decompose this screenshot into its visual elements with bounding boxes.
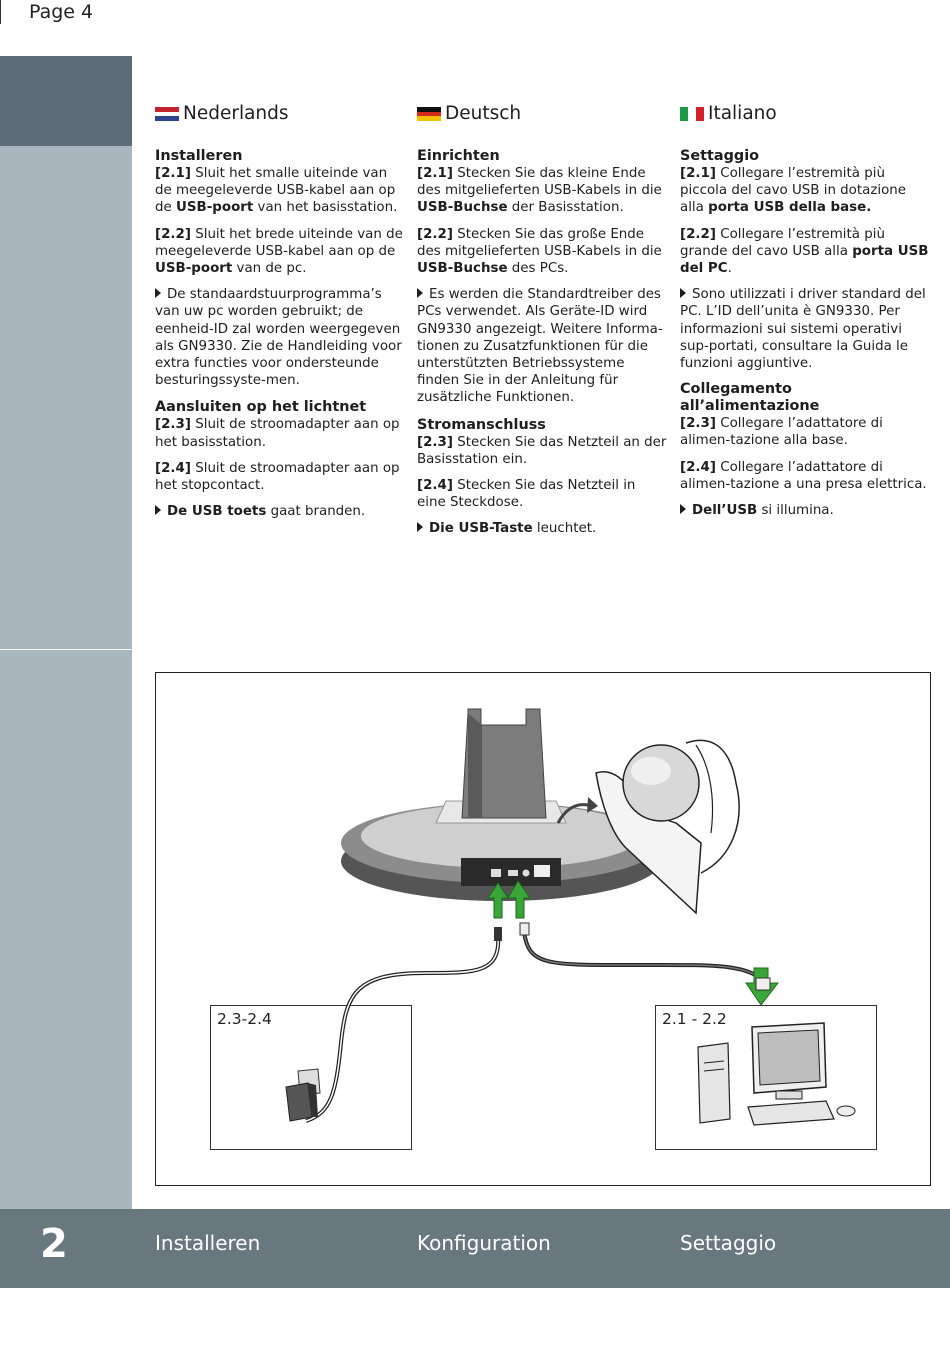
- step-number: [2.1]: [417, 166, 453, 181]
- section-title-power: Aansluiten op het lichtnet: [155, 399, 367, 416]
- step-text: Sluit het smalle uiteinde van de meegeleverde USB-kabel aan op de: [155, 166, 396, 216]
- chapter-number: 2: [40, 1221, 68, 1267]
- bullet-arrow-icon: [680, 504, 686, 514]
- step-text: Stecken Sie das Netzteil an der Basisstation ein.: [417, 434, 667, 467]
- language-header-it: [680, 100, 930, 128]
- step-2-2: [155, 226, 405, 278]
- box-label: 2.1 - 2.2: [662, 1010, 727, 1028]
- section-title-power: Stromanschluss: [417, 416, 546, 433]
- section-title-install: Installeren: [155, 148, 243, 164]
- step-text: .: [727, 261, 732, 277]
- installation-figure: [155, 672, 931, 1186]
- usb-port: [508, 870, 518, 876]
- step-text: Stecken Sie das große Ende des mitgelieferten USB-Kabels in die: [417, 226, 662, 259]
- step-text: Collegare l’adattatore di alimen-tazione a una presa elettrica.: [680, 459, 927, 492]
- step-number: [2.3]: [680, 416, 716, 432]
- sidebar-lower-block: [0, 650, 132, 1210]
- step-2-1: [680, 165, 930, 217]
- step-2-4: [680, 459, 930, 493]
- result-text: leuchtet.: [532, 521, 597, 537]
- language-header-nl: [155, 100, 405, 128]
- step-text: Sluit de stroomadapter aan op het stopcontact.: [155, 460, 400, 494]
- step-2-3: [417, 434, 667, 468]
- step-number: [2.2]: [155, 226, 191, 242]
- step-number: [2.4]: [155, 460, 191, 476]
- step-2-2: [680, 226, 930, 278]
- bullet-arrow-icon: [417, 522, 423, 532]
- power-cable-highlight: [306, 935, 498, 1121]
- step-emphasis: USB-Buchse: [417, 261, 508, 277]
- language-name: Nederlands: [183, 103, 289, 125]
- result-text: si illumina.: [757, 503, 834, 519]
- step-number: [2.4]: [680, 459, 716, 475]
- language-header-de: [417, 100, 667, 128]
- flag-italy-icon: [680, 107, 704, 121]
- headset-stand: [462, 709, 546, 818]
- step-text: van de pc.: [232, 261, 307, 277]
- usb-cable-highlight: [524, 931, 766, 983]
- power-cable: [306, 935, 498, 1121]
- power-adapter: [286, 1069, 320, 1121]
- flag-netherlands-icon: [155, 107, 179, 121]
- step-number: [2.3]: [417, 434, 453, 450]
- step-text: Stecken Sie das kleine Ende des mitgelieferten USB-Kabels in die: [417, 166, 662, 199]
- step-emphasis: USB-poort: [155, 261, 233, 277]
- step-text: Sluit de stroomadapter aan op het basisstation.: [155, 417, 400, 450]
- step-text: der Basisstation.: [507, 200, 624, 216]
- chapter-footer: [0, 1209, 950, 1288]
- step-text: Stecken Sie das Netzteil in eine Steckdose.: [417, 478, 636, 511]
- driver-note: [680, 286, 930, 372]
- result-line: [417, 520, 667, 537]
- step-2-3: [680, 415, 930, 449]
- step-text: Collegare l’adattatore di alimen-tazione alla base.: [680, 416, 883, 449]
- column-italiano: [680, 100, 930, 528]
- sidebar-top-block: [0, 56, 132, 146]
- step-2-4: [155, 460, 405, 494]
- page-label: Page 4: [0, 0, 93, 24]
- step-number: [2.4]: [417, 478, 453, 494]
- result-line: [155, 503, 405, 520]
- note-text: Es werden die Standardtreiber des PCs verwendet. Als Geräte-ID wird GN9330 angezeigt. Weitere Informa-tionen zu Zusatzfunktionen für die unterstützten Betriebssysteme finden Sie in der Anleitung für zusätzliche Funktionen.: [417, 287, 663, 406]
- column-deutsch: [417, 100, 667, 547]
- footer-title-it: Settaggio: [680, 1231, 777, 1255]
- step-emphasis: porta USB della base.: [708, 200, 872, 216]
- bullet-arrow-icon: [680, 288, 686, 298]
- step-2-4: [417, 477, 667, 511]
- usb-plug-small: [520, 923, 529, 935]
- step-number: [2.1]: [680, 166, 716, 181]
- column-nederlands: [155, 100, 405, 529]
- step-number: [2.3]: [155, 417, 191, 433]
- step-2-1: [417, 165, 667, 217]
- installation-illustration: [156, 673, 932, 1187]
- step-number: [2.2]: [680, 226, 716, 242]
- driver-note: [155, 286, 405, 389]
- box-label: 2.3-2.4: [217, 1010, 272, 1028]
- footer-title-nl: Installeren: [155, 1231, 261, 1255]
- usb-plug-large: [756, 978, 770, 990]
- step-2-3: [155, 416, 405, 450]
- section-title-install: Settaggio: [680, 148, 760, 164]
- step-text: Sluit het brede uiteinde van de meegeleverde USB-kabel aan op de: [155, 226, 403, 259]
- sidebar-middle-block: [0, 146, 132, 649]
- result-line: [680, 502, 930, 519]
- step-2-1: [155, 165, 405, 217]
- language-name: Deutsch: [445, 103, 522, 125]
- flag-germany-icon: [417, 107, 441, 121]
- step-number: [2.2]: [417, 226, 453, 242]
- section-title-install: Einrichten: [417, 148, 500, 164]
- step-text: van het basisstation.: [253, 200, 398, 216]
- bullet-arrow-icon: [155, 288, 161, 298]
- footer-title-de: Konfiguration: [417, 1231, 551, 1255]
- step-text: des PCs.: [507, 261, 569, 277]
- desktop-computer: [698, 1023, 855, 1125]
- step-text: Collegare l’estremità più grande del cavo USB alla: [680, 226, 885, 259]
- step-emphasis: porta USB del PC: [680, 243, 929, 277]
- power-plug: [494, 927, 502, 941]
- step-emphasis: USB-poort: [176, 200, 254, 216]
- result-emphasis: Die USB-Taste: [429, 521, 533, 537]
- step-number: [2.1]: [155, 166, 191, 181]
- bullet-arrow-icon: [417, 288, 423, 298]
- note-text: De standaardstuurprogramma’s van uw pc worden gebruikt; de eenheid-ID zal worden weergegeven als GN9330. Zie de Handleiding voor extra functies voor ondersteunde besturingssyste-men.: [155, 287, 402, 389]
- result-emphasis: De USB toets: [167, 504, 267, 520]
- result-text: gaat branden.: [266, 504, 366, 520]
- step-2-2: [417, 226, 667, 278]
- note-text: Sono utilizzati i driver standard del PC. L’ID dell’unita è GN9330. Per informazioni sui sistemi operativi sup-portati, consultare la Guida le funzioni aggiuntive.: [680, 287, 926, 372]
- section-title-power: Collegamento all’alimentazione: [680, 381, 820, 415]
- usb-cable: [524, 931, 766, 983]
- step-emphasis: USB-Buchse: [417, 200, 508, 216]
- power-port: [491, 869, 501, 877]
- language-name: Italiano: [708, 103, 777, 125]
- step-text: Collegare l’estremità più piccola del cavo USB in dotazione alla: [680, 166, 906, 216]
- result-emphasis: Dell’USB: [692, 503, 758, 519]
- driver-note: [417, 286, 667, 406]
- bullet-arrow-icon: [155, 505, 161, 515]
